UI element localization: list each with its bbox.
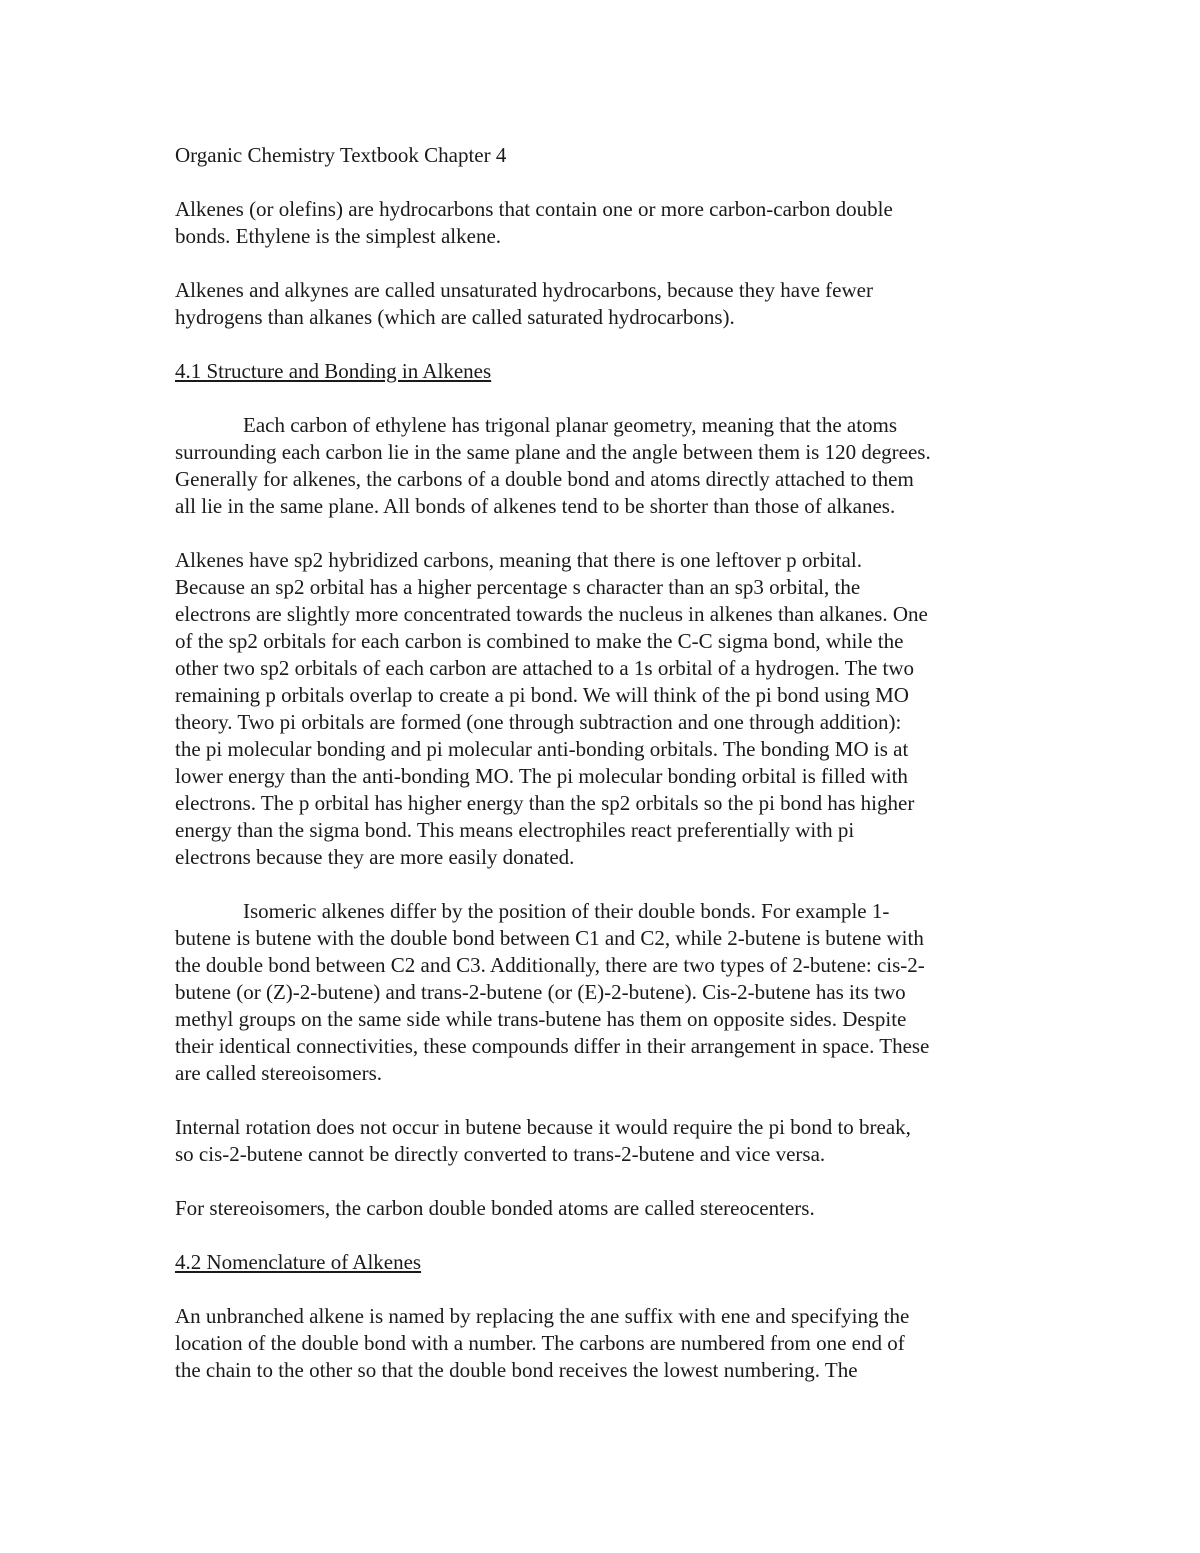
- text-line: Organic Chemistry Textbook Chapter 4: [175, 143, 507, 167]
- text-line: Because an sp2 orbital has a higher percentage s character than an sp3 orbital, the: [175, 575, 861, 599]
- text-line: the pi molecular bonding and pi molecular anti-bonding orbitals. The bonding MO is at: [175, 737, 909, 761]
- text-line: surrounding each carbon lie in the same plane and the angle between them is 120 degrees.: [175, 440, 931, 464]
- text-line: electrons are slightly more concentrated towards the nucleus in alkenes than alkanes. One: [175, 602, 928, 626]
- text-line: of the sp2 orbitals for each carbon is combined to make the C-C sigma bond, while the: [175, 629, 904, 653]
- text-line: electrons because they are more easily donated.: [175, 845, 575, 869]
- text-line: so cis-2-butene cannot be directly converted to trans-2-butene and vice versa.: [175, 1142, 826, 1166]
- text-line: bonds. Ethylene is the simplest alkene.: [175, 224, 502, 248]
- text-line: Alkenes (or olefins) are hydrocarbons that contain one or more carbon-carbon double: [175, 197, 893, 221]
- text-line: electrons. The p orbital has higher energy than the sp2 orbitals so the pi bond has higher: [175, 791, 915, 815]
- text-line: Alkenes and alkynes are called unsaturated hydrocarbons, because they have fewer: [175, 278, 873, 302]
- section-4-1-paragraph-2: [175, 547, 1035, 871]
- intro-paragraph-2: [175, 277, 1035, 331]
- section-4-1-paragraph-4: [175, 1114, 1035, 1168]
- text-line: all lie in the same plane. All bonds of alkenes tend to be shorter than those of alkanes.: [175, 494, 896, 518]
- text-line: other two sp2 orbitals of each carbon are attached to a 1s orbital of a hydrogen. The two: [175, 656, 915, 680]
- text-line: Each carbon of ethylene has trigonal planar geometry, meaning that the atoms: [243, 413, 898, 437]
- text-line: butene (or (Z)-2-butene) and trans-2-butene (or (E)-2-butene). Cis-2-butene has its two: [175, 980, 906, 1004]
- section-4-1-paragraph-1: [175, 412, 1035, 520]
- section-heading-4-2: 4.2 Nomenclature of Alkenes: [175, 1250, 422, 1274]
- text-line: theory. Two pi orbitals are formed (one through subtraction and one through addition):: [175, 710, 902, 734]
- text-line: the double bond between C2 and C3. Additionally, there are two types of 2-butene: cis-2-: [175, 953, 925, 977]
- text-line: location of the double bond with a number. The carbons are numbered from one end of: [175, 1331, 905, 1355]
- text-line: remaining p orbitals overlap to create a pi bond. We will think of the pi bond using MO: [175, 683, 909, 707]
- text-line: An unbranched alkene is named by replacing the ane suffix with ene and specifying the: [175, 1304, 910, 1328]
- document-title: [175, 142, 1035, 169]
- intro-paragraph-1: [175, 196, 1035, 250]
- text-line: the chain to the other so that the double bond receives the lowest numbering. The: [175, 1358, 858, 1382]
- text-line: For stereoisomers, the carbon double bonded atoms are called stereocenters.: [175, 1196, 815, 1220]
- text-line: butene is butene with the double bond between C1 and C2, while 2-butene is butene with: [175, 926, 924, 950]
- text-line: energy than the sigma bond. This means electrophiles react preferentially with pi: [175, 818, 855, 842]
- text-line: Internal rotation does not occur in butene because it would require the pi bond to break,: [175, 1115, 911, 1139]
- section-4-2-paragraph-1: [175, 1303, 1035, 1384]
- section-heading-4-1: 4.1 Structure and Bonding in Alkenes: [175, 359, 492, 383]
- section-4-1-paragraph-3: [175, 898, 1035, 1087]
- text-line: Alkenes have sp2 hybridized carbons, meaning that there is one leftover p orbital.: [175, 548, 862, 572]
- document-body: [175, 142, 1035, 1411]
- text-line: hydrogens than alkanes (which are called saturated hydrocarbons).: [175, 305, 735, 329]
- text-line: Generally for alkenes, the carbons of a double bond and atoms directly attached to them: [175, 467, 914, 491]
- text-line: lower energy than the anti-bonding MO. The pi molecular bonding orbital is filled with: [175, 764, 908, 788]
- text-line: are called stereoisomers.: [175, 1061, 382, 1085]
- text-line: their identical connectivities, these compounds differ in their arrangement in space. These: [175, 1034, 930, 1058]
- section-4-1-paragraph-5: [175, 1195, 1035, 1222]
- text-line: methyl groups on the same side while trans-butene has them on opposite sides. Despite: [175, 1007, 907, 1031]
- text-line: Isomeric alkenes differ by the position of their double bonds. For example 1-: [243, 899, 890, 923]
